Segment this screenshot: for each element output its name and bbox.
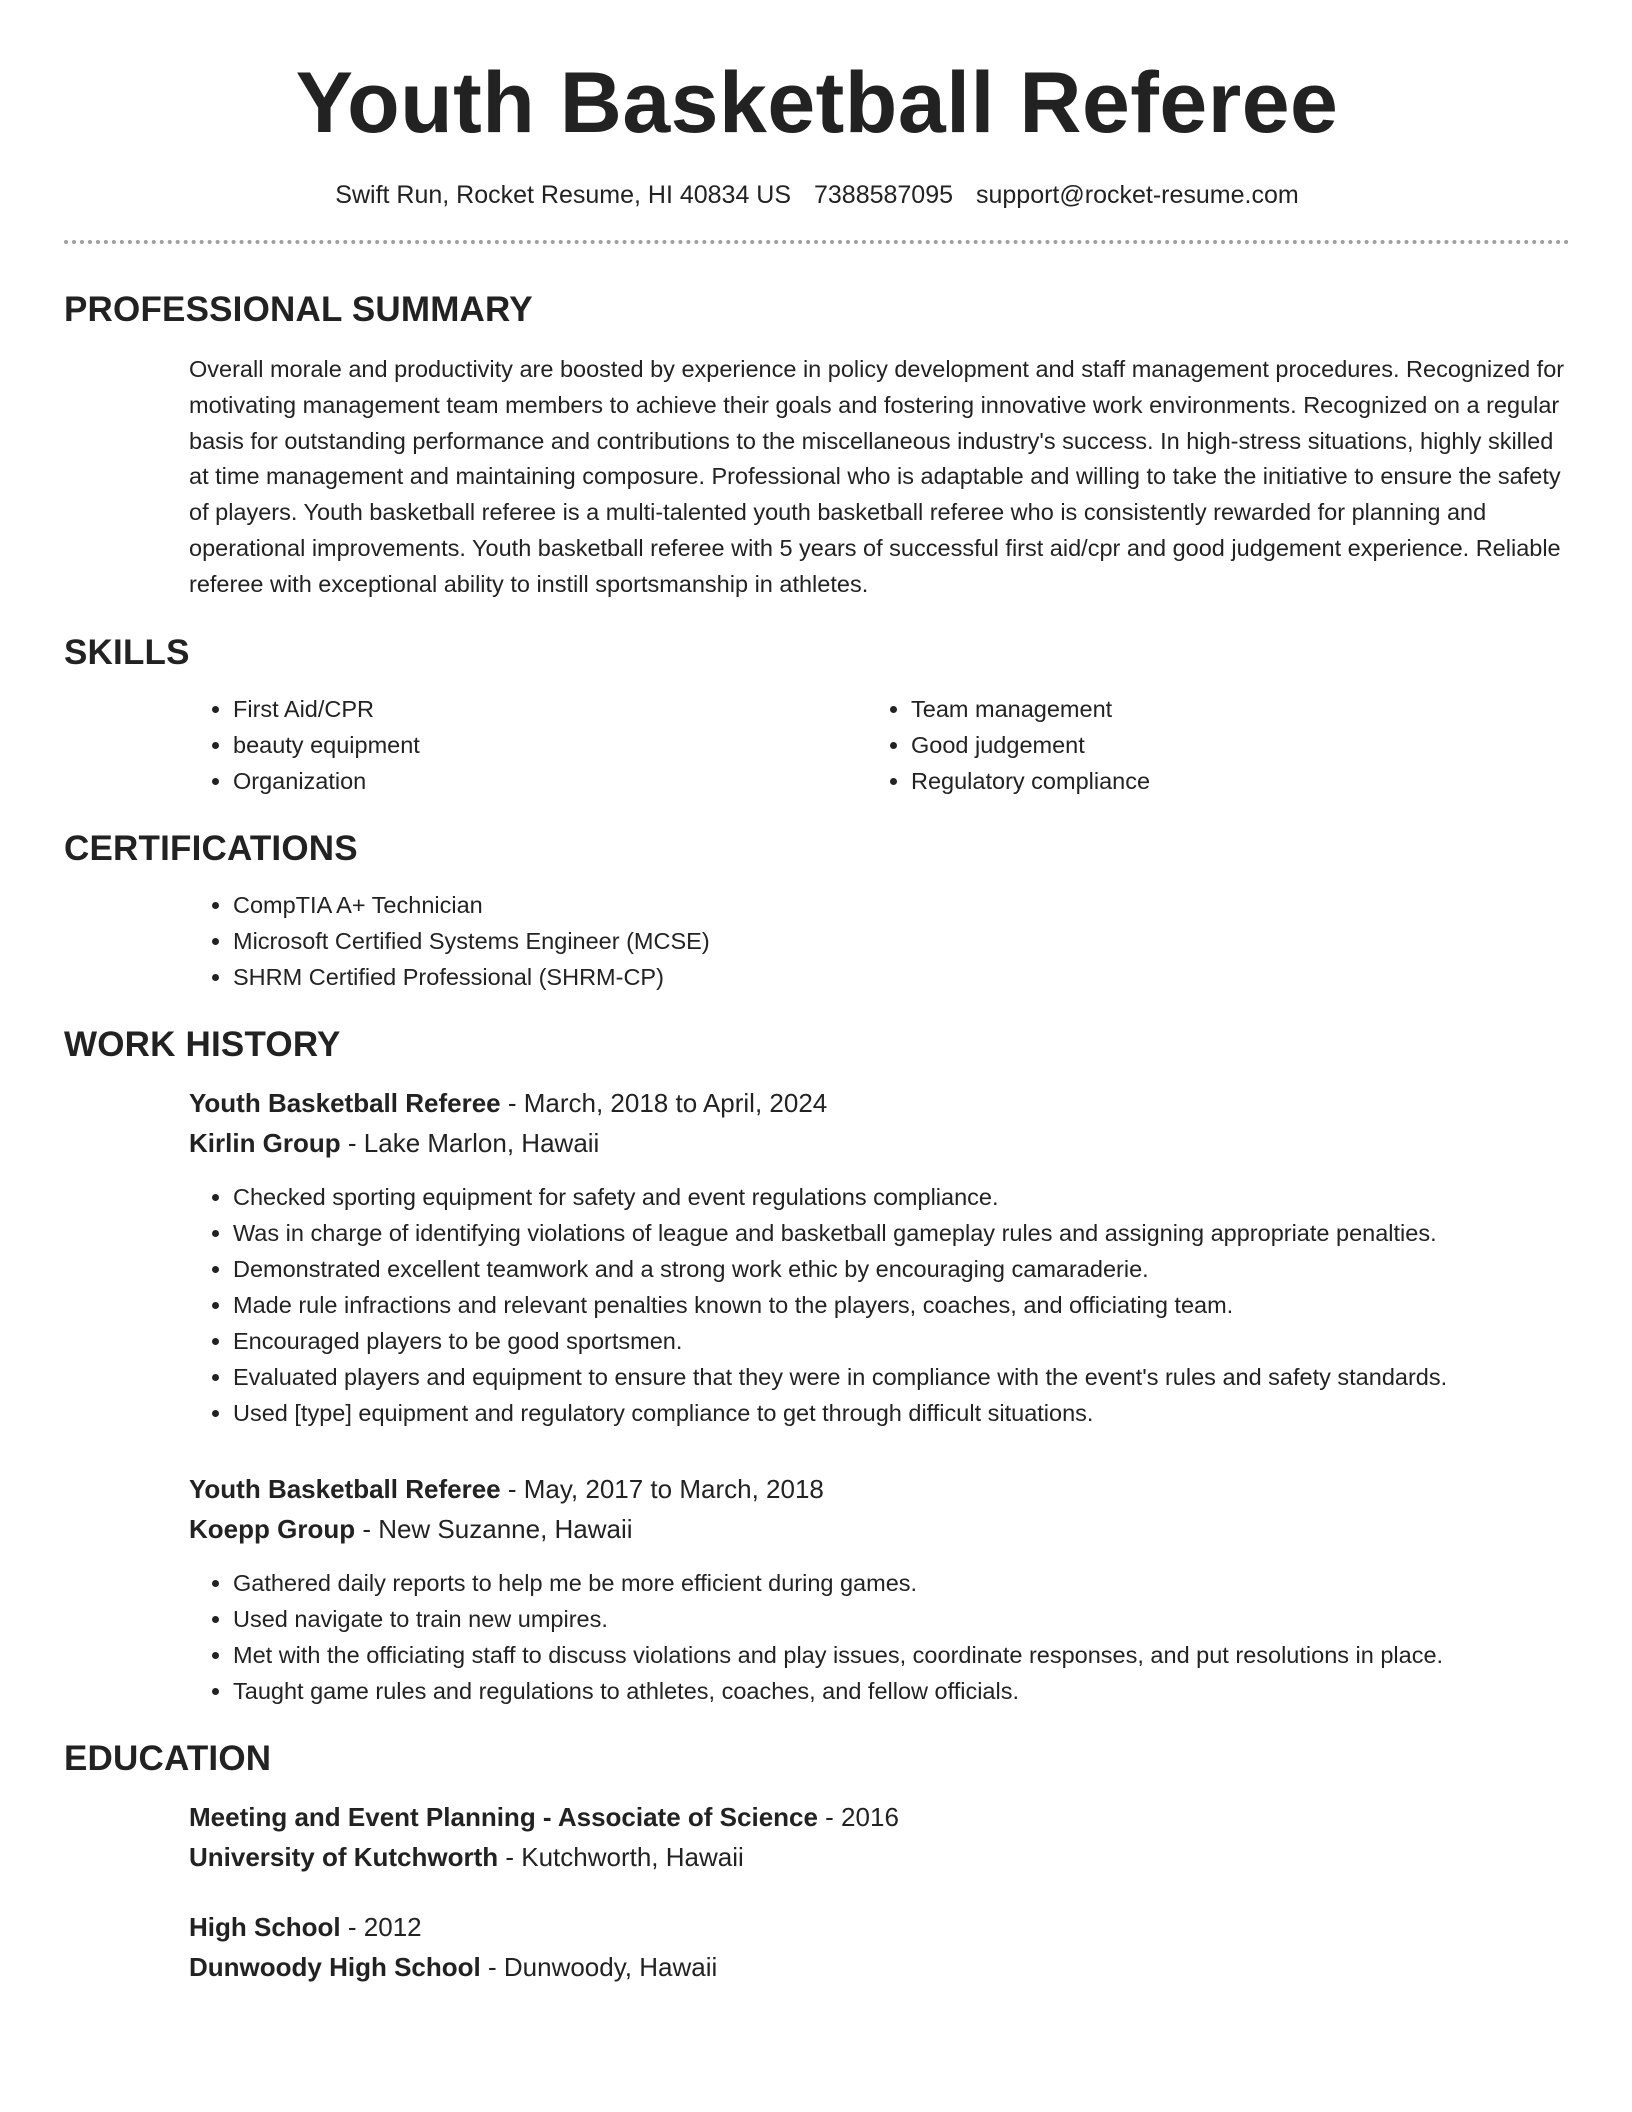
education-body bbox=[189, 1797, 1570, 1987]
summary-section bbox=[64, 288, 1570, 603]
education-degree: High School bbox=[189, 1911, 341, 1942]
certifications-section bbox=[64, 827, 1570, 995]
education-entry bbox=[189, 1797, 1570, 1877]
skill-item: • Organization bbox=[233, 763, 867, 799]
education-degree-line bbox=[189, 1907, 1570, 1947]
skill-item: • beauty equipment bbox=[233, 727, 867, 763]
job-duty-item: • Taught game rules and regulations to athletes, coaches, and fellow officials. bbox=[233, 1673, 1570, 1709]
work-history-body bbox=[189, 1083, 1570, 1709]
contact-phone: 7388587095 bbox=[813, 181, 954, 209]
skill-item: • Regulatory compliance bbox=[911, 763, 1545, 799]
education-school: University of Kutchworth bbox=[189, 1841, 499, 1872]
job-duty-item: • Evaluated players and equipment to ensure that they were in compliance with the event's rules and safety standards. bbox=[233, 1359, 1570, 1395]
job-duty-item: • Made rule infractions and relevant penalties known to the players, coaches, and officiating team. bbox=[233, 1287, 1570, 1323]
certification-item: • SHRM Certified Professional (SHRM-CP) bbox=[233, 959, 1570, 995]
job-duties bbox=[189, 1179, 1570, 1431]
education-location: - Kutchworth, Hawaii bbox=[498, 1841, 744, 1872]
job-duties bbox=[189, 1565, 1570, 1709]
summary-heading: PROFESSIONAL SUMMARY bbox=[64, 290, 533, 329]
certifications-heading: CERTIFICATIONS bbox=[64, 828, 358, 868]
contact-email: support@rocket-resume.com bbox=[975, 181, 1299, 209]
job-entry bbox=[189, 1083, 1570, 1431]
job-dates: - March, 2018 to April, 2024 bbox=[500, 1087, 828, 1118]
skills-heading: SKILLS bbox=[64, 632, 190, 672]
job-duty-item: • Used navigate to train new umpires. bbox=[233, 1601, 1570, 1637]
job-title: Youth Basketball Referee bbox=[189, 1087, 501, 1118]
certification-item: • CompTIA A+ Technician bbox=[233, 887, 1570, 923]
summary-body bbox=[189, 352, 1570, 603]
job-duty-item: • Used [type] equipment and regulatory compliance to get through difficult situations. bbox=[233, 1395, 1570, 1431]
education-school-line bbox=[189, 1837, 1570, 1877]
job-duty-item: • Met with the officiating staff to discuss violations and play issues, coordinate responses, and put resolutions in place. bbox=[233, 1637, 1570, 1673]
skills-column-left bbox=[189, 691, 867, 799]
skills-section bbox=[64, 631, 1570, 799]
skills-column-right bbox=[867, 691, 1545, 799]
education-school: Dunwoody High School bbox=[189, 1951, 481, 1982]
job-duty-item: • Gathered daily reports to help me be more efficient during games. bbox=[233, 1565, 1570, 1601]
education-section bbox=[64, 1737, 1570, 1987]
education-degree-line bbox=[189, 1797, 1570, 1837]
job-company: Kirlin Group bbox=[189, 1127, 341, 1158]
job-company: Koepp Group bbox=[189, 1513, 356, 1544]
job-dates: - May, 2017 to March, 2018 bbox=[500, 1473, 824, 1504]
contact-line bbox=[64, 178, 1570, 212]
certification-item: • Microsoft Certified Systems Engineer (MCSE) bbox=[233, 923, 1570, 959]
education-year: - 2012 bbox=[340, 1911, 422, 1942]
job-location: - Lake Marlon, Hawaii bbox=[340, 1127, 600, 1158]
skill-item: • First Aid/CPR bbox=[233, 691, 867, 727]
skills-list bbox=[189, 691, 1570, 799]
education-year: - 2016 bbox=[817, 1801, 899, 1832]
job-title-line bbox=[189, 1083, 1570, 1123]
job-company-line bbox=[189, 1509, 1570, 1549]
certifications-list bbox=[189, 887, 1570, 995]
education-school-line bbox=[189, 1947, 1570, 1987]
job-duty-item: • Was in charge of identifying violations of league and basketball gameplay rules and assigning appropriate penalties. bbox=[233, 1215, 1570, 1251]
education-entry bbox=[189, 1907, 1570, 1987]
job-duty-item: • Checked sporting equipment for safety and event regulations compliance. bbox=[233, 1179, 1570, 1215]
job-duty-item: • Demonstrated excellent teamwork and a strong work ethic by encouraging camaraderie. bbox=[233, 1251, 1570, 1287]
summary-text: Overall morale and productivity are boosted by experience in policy development and staff management procedures. Recognized for motivating management team members to achieve their goals and fostering innovative work environments. Recognized on a regular basis for outstanding performance and contributions to the miscellaneous industry's success. In high-stress situations, highly skilled at time management and maintaining composure. Professional who is adaptable and willing to take the initiative to ensure the safety of players. Youth basketball referee is a multi-talented youth basketball referee who is consistently rewarded for planning and operational improvements. Youth basketball referee with 5 years of successful first aid/cpr and good judgement experience. Reliable referee with exceptional ability to instill sportsmanship in athletes. bbox=[189, 356, 1565, 597]
work-history-section bbox=[64, 1023, 1570, 1709]
job-company-line bbox=[189, 1123, 1570, 1163]
job-location: - New Suzanne, Hawaii bbox=[355, 1513, 633, 1544]
job-duty-item: • Encouraged players to be good sportsmen. bbox=[233, 1323, 1570, 1359]
work-history-heading: WORK HISTORY bbox=[64, 1024, 341, 1064]
job-title-line bbox=[189, 1469, 1570, 1509]
resume-name: Youth Basketball Referee bbox=[295, 55, 1339, 151]
job-entry bbox=[189, 1469, 1570, 1709]
header-divider bbox=[64, 240, 1570, 244]
education-heading: EDUCATION bbox=[64, 1738, 272, 1778]
education-degree: Meeting and Event Planning - Associate of Science bbox=[189, 1801, 818, 1832]
contact-address: Swift Run, Rocket Resume, HI 40834 US bbox=[335, 181, 792, 209]
education-location: - Dunwoody, Hawaii bbox=[480, 1951, 718, 1982]
job-title: Youth Basketball Referee bbox=[189, 1473, 501, 1504]
skill-item: • Team management bbox=[911, 691, 1545, 727]
skill-item: • Good judgement bbox=[911, 727, 1545, 763]
